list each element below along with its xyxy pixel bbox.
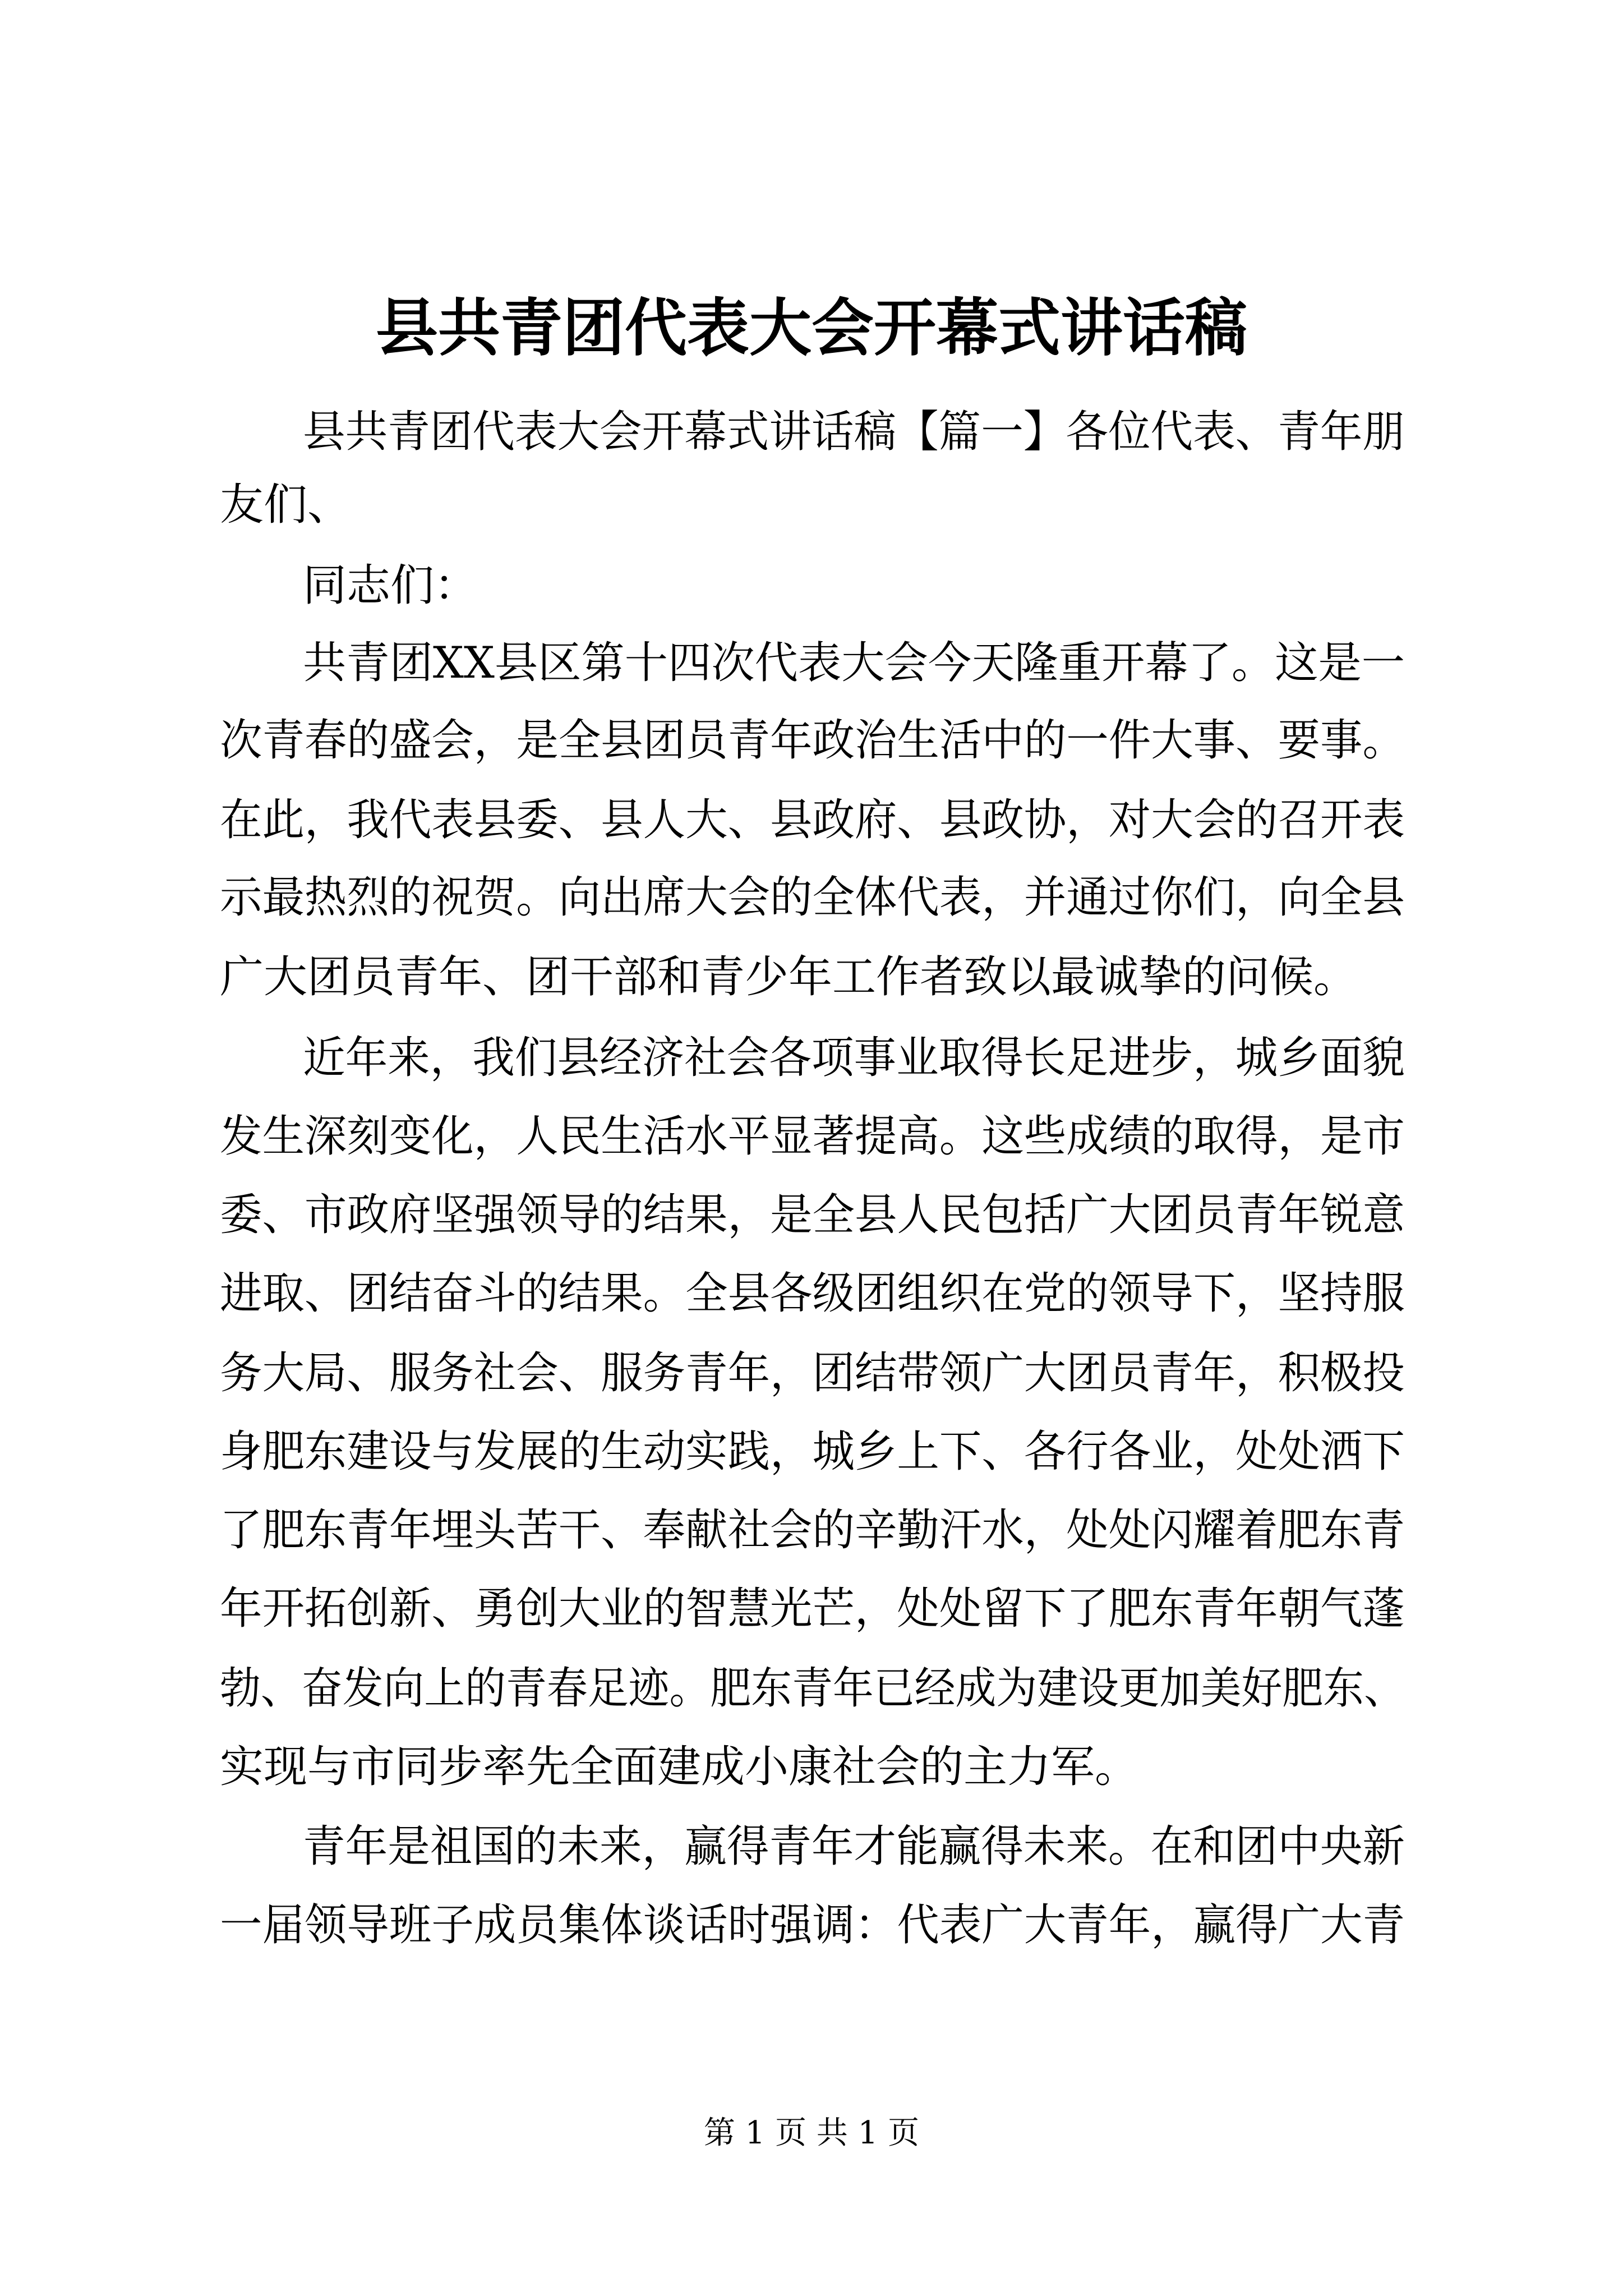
text-line: 了肥东青年埋头苦干、奉献社会的辛勤汗水，处处闪耀着肥东青 (220, 1505, 1405, 1556)
text-line: 次青春的盛会，是全县团员青年政治生活中的一件大事、要事。 (220, 715, 1405, 766)
text-line: 一届领导班子成员集体谈话时强调：代表广大青年，赢得广大青 (220, 1900, 1405, 1950)
page-number-footer: 第 1 页 共 1 页 (703, 2115, 920, 2151)
text-line: 县共青团代表大会开幕式讲话稿【篇一】各位代表、青年朋 (303, 407, 1405, 457)
text-line: 友们、 (220, 480, 352, 530)
text-line: 示最热烈的祝贺。向出席大会的全体代表，并通过你们，向全县 (220, 872, 1405, 923)
text-line: 青年是祖国的未来，赢得青年才能赢得未来。在和团中央新 (303, 1821, 1405, 1872)
text-line: 进取、团结奋斗的结果。全县各级团组织在党的领导下，坚持服 (220, 1268, 1405, 1319)
text-line: 身肥东建设与发展的生动实践，城乡上下、各行各业，处处洒下 (220, 1427, 1405, 1477)
text-line: 委、市政府坚强领导的结果，是全县人民包括广大团员青年锐意 (220, 1190, 1405, 1240)
text-line: 广大团员青年、团干部和青少年工作者致以最诚挚的问候。 (220, 952, 1358, 1002)
text-line: 共青团XX县区第十四次代表大会今天隆重开幕了。这是一 (303, 638, 1405, 688)
text-line: 在此，我代表县委、县人大、县政府、县政协，对大会的召开表 (220, 795, 1405, 845)
text-line: 年开拓创新、勇创大业的智慧光芒，处处留下了肥东青年朝气蓬 (220, 1584, 1405, 1634)
document-title: 县共青团代表大会开幕式讲话稿 (375, 292, 1247, 365)
text-line: 实现与市同步率先全面建成小康社会的主力军。 (220, 1742, 1139, 1792)
text-line: 同志们： (303, 560, 478, 611)
text-line: 务大局、服务社会、服务青年，团结带领广大团员青年，积极投 (220, 1348, 1405, 1398)
text-line: 勃、奋发向上的青春足迹。肥东青年已经成为建设更加美好肥东、 (220, 1663, 1405, 1714)
text-line: 近年来，我们县经济社会各项事业取得长足进步，城乡面貌 (303, 1033, 1405, 1083)
text-line: 发生深刻变化，人民生活水平显著提高。这些成绩的取得，是市 (220, 1111, 1405, 1162)
